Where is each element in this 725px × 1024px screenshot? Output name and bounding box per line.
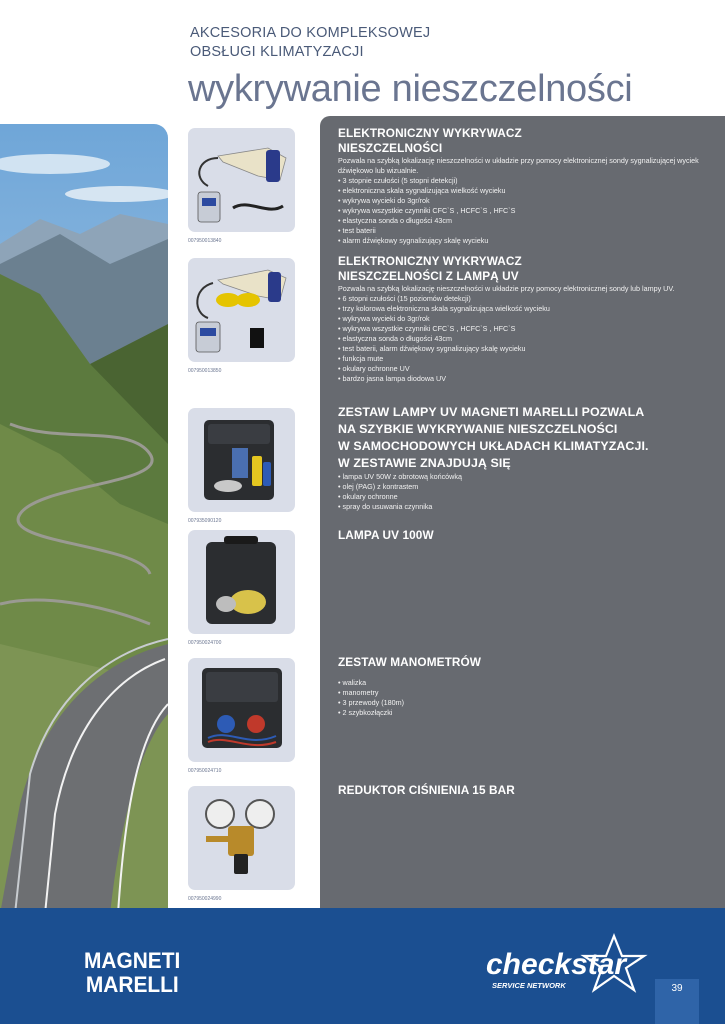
- feature-item: • bardzo jasna lampa diodowa UV: [338, 374, 710, 384]
- feature-item: • 3 przewody (180m): [338, 698, 710, 708]
- product-image-uv-lamp-100w: [188, 530, 295, 646]
- feature-item: • test baterii, alarm dźwiękowy sygnalizujący skalę wycieku: [338, 344, 710, 354]
- feature-item: • lampa UV 50W z obrotową końcówką: [338, 472, 710, 482]
- heading-line: W SAMOCHODOWYCH UKŁADACH KLIMATYZACJI.: [338, 439, 649, 453]
- feature-item: • walizka: [338, 678, 710, 688]
- logo-line1: MAGNETI: [84, 948, 181, 974]
- feature-item: • wykrywa wszystkie czynniki CFC`S , HCFC`S , HFC`S: [338, 206, 710, 216]
- heading-line: W ZESTAWIE ZNAJDUJĄ SIĘ: [338, 456, 511, 470]
- section-heading: [338, 126, 710, 156]
- feature-list: [338, 176, 710, 246]
- feature-item: • okulary ochronne: [338, 492, 710, 502]
- heading-line: ELEKTRONICZNY WYKRYWACZ: [338, 254, 522, 268]
- feature-item: • wykrywa wycieki do 3gr/rok: [338, 314, 710, 324]
- feature-item: • spray do usuwania czynnika: [338, 502, 710, 512]
- heading-line: ZESTAW LAMPY UV MAGNETI MARELLI POZWALA: [338, 405, 645, 419]
- product-section-manifold-gauge-set: [338, 655, 710, 718]
- product-section-pressure-reducer: [338, 783, 710, 798]
- page-number: 39: [655, 979, 699, 1024]
- product-image-pressure-reducer: [188, 786, 295, 902]
- feature-item: • elastyczna sonda o długości 43cm: [338, 216, 710, 226]
- section-heading: [338, 254, 710, 284]
- feature-item: • 2 szybkozłączki: [338, 708, 710, 718]
- feature-item: • alarm dźwiękowy sygnalizujący skalę wycieku: [338, 236, 710, 246]
- product-code: 007950013840: [188, 238, 222, 244]
- feature-item: • olej (PAG) z kontrastem: [338, 482, 710, 492]
- feature-item: • 3 stopnie czułości (5 stopni detekcji): [338, 176, 710, 186]
- logo-main: checkstar: [486, 948, 627, 981]
- page-title: wykrywanie nieszczelności: [188, 68, 633, 110]
- feature-item: • manometry: [338, 688, 710, 698]
- header-subtitle-line1: AKCESORIA DO KOMPLEKSOWEJ: [190, 25, 431, 41]
- feature-list: [338, 472, 710, 512]
- checkstar-logo: [486, 932, 656, 996]
- product-image-uv-lamp-kit: [188, 408, 295, 524]
- product-section-uv-lamp-kit: [338, 404, 710, 512]
- feature-item: • funkcja mute: [338, 354, 710, 364]
- logo-line2: MARELLI: [85, 972, 179, 996]
- logo-sub: SERVICE NETWORK: [492, 981, 566, 990]
- product-code: 007950024710: [188, 768, 222, 774]
- product-code: 007950024700: [188, 640, 222, 646]
- feature-item: • trzy kolorowa elektroniczna skala sygnalizująca wielkość wycieku: [338, 304, 710, 314]
- section-heading: REDUKTOR CIŚNIENIA 15 BAR: [338, 783, 515, 797]
- product-image-manifold-gauge-set: [188, 658, 295, 774]
- section-description: Pozwala na szybką lokalizację nieszczelności w układzie przy pomocy elektronicznej sondy lub lampy UV.: [338, 284, 675, 293]
- product-section-uv-leak-detector: [338, 254, 710, 384]
- feature-item: • 6 stopni czułości (15 poziomów detekcji): [338, 294, 710, 304]
- product-code: 007935090120: [188, 518, 222, 524]
- mountain-road-image: [0, 124, 168, 914]
- section-heading: LAMPA UV 100W: [338, 528, 434, 542]
- feature-item: • elektroniczna skala sygnalizująca wielkość wycieku: [338, 186, 710, 196]
- feature-item: • wykrywa wycieki do 3gr/rok: [338, 196, 710, 206]
- feature-list: [338, 678, 710, 718]
- magneti-marelli-logo: [84, 948, 196, 996]
- product-code: 007950013850: [188, 368, 222, 374]
- product-image-uv-leak-detector: [188, 258, 295, 374]
- product-section-uv-lamp-100w: [338, 528, 710, 543]
- feature-item: • okulary ochronne UV: [338, 364, 710, 374]
- heading-line: NIESZCZELNOŚCI Z LAMPĄ UV: [338, 269, 519, 283]
- section-heading: ZESTAW MANOMETRÓW: [338, 655, 482, 669]
- heading-line: ELEKTRONICZNY WYKRYWACZ: [338, 126, 522, 140]
- product-section-leak-detector: [338, 126, 710, 246]
- feature-item: • elastyczna sonda o długości 43cm: [338, 334, 710, 344]
- heading-line: NA SZYBKIE WYKRYWANIE NIESZCZELNOŚCI: [338, 422, 618, 436]
- heading-line: NIESZCZELNOŚCI: [338, 141, 443, 155]
- header-subtitle-line2: OBSŁUGI KLIMATYZACJI: [190, 44, 364, 60]
- feature-list: [338, 294, 710, 384]
- product-code: 007950024990: [188, 896, 222, 902]
- section-description: Pozwala na szybką lokalizację nieszczelności w układzie przy pomocy elektronicznej sondy sygnalizującej wyciek dźwiękowo lub wizualnie.: [338, 156, 699, 175]
- feature-item: • wykrywa wszystkie czynniki CFC`S , HCFC`S , HFC`S: [338, 324, 710, 334]
- section-heading: [338, 404, 710, 472]
- header-subtitle: [190, 24, 690, 62]
- product-image-leak-detector: [188, 128, 295, 244]
- feature-item: • test baterii: [338, 226, 710, 236]
